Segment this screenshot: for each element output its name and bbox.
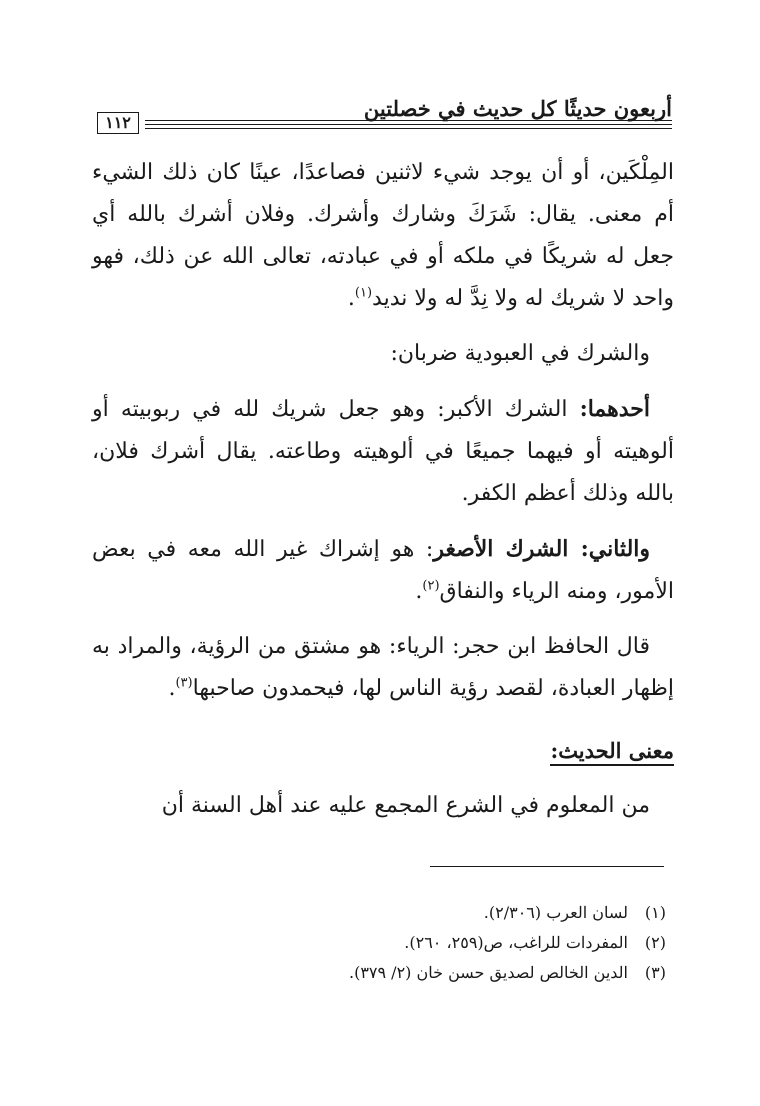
paragraph-text: الشرك الأكبر: وهو جعل شريك لله في ربوبيته أو ألوهيته أو فيهما جميعًا في ألوهيته وطاعته. يقال أشرك فلان، بالله وذلك أعظم الكفر.: [92, 397, 674, 506]
paragraph-definition: [92, 152, 674, 320]
section-heading: [92, 730, 674, 772]
section-heading-text: معنى الحديث:: [550, 738, 674, 766]
footnote-ref: (٣): [175, 675, 193, 691]
paragraph-major-shirk: [92, 388, 674, 515]
footnote-number: (٣): [644, 963, 666, 982]
footnote-text: الدين الخالص لصديق حسن خان (٢/ ٣٧٩).: [348, 963, 628, 982]
punctuation: .: [415, 579, 423, 604]
paragraph-lead: والثاني:: [580, 536, 651, 562]
running-title: أربعون حديثًا كل حديث في خصلتين: [363, 96, 672, 121]
footnotes: [92, 898, 666, 988]
footnote-separator: [430, 866, 664, 867]
paragraph-ibn-hajar-quote: [92, 626, 674, 710]
paragraph-lead-term: الشرك الأصغر: [433, 536, 581, 562]
footnote-text: المفردات للراغب، ص(٢٥٩، ٢٦٠).: [404, 933, 628, 952]
header-rule: [145, 128, 672, 129]
header-rule: [145, 120, 672, 121]
footnote-item: [92, 898, 666, 928]
paragraph-text: : هو إشراك غير الله معه في بعض الأمور، ومنه الرياء والنفاق: [92, 537, 674, 604]
punctuation: .: [347, 286, 355, 311]
paragraph-shirk-types: والشرك في العبودية ضربان:: [390, 341, 650, 366]
paragraph-meaning: من المعلوم في الشرع المجمع عليه عند أهل السنة أن: [161, 793, 650, 818]
paragraph-lead: أحدهما:: [579, 396, 650, 422]
footnote-ref: (١): [354, 285, 373, 301]
punctuation: .: [168, 676, 176, 701]
paragraph-minor-shirk: [92, 528, 674, 613]
footnote-ref: (٢): [422, 578, 440, 594]
header-rule: [145, 124, 672, 125]
paragraph-text: المِلْكَين، أو أن يوجد شيء لاثنين فصاعدًا، عينًا كان ذلك الشيء أم معنى. يقال: شَرَكَ وشارك وأشرك. وفلان أشرك بالله أي جعل له شريكًا في ملكه أو في عبادته، تعالى الله عن ذلك، فهو واحد لا شريك له ولا نِدَّ له ولا نديد: [92, 160, 674, 311]
body-text: [92, 152, 674, 827]
footnote-item: [92, 958, 666, 988]
footnote-number: (١): [644, 903, 666, 922]
footnote-number: (٢): [644, 933, 666, 952]
paragraph-text: قال الحافظ ابن حجر: الرياء: هو مشتق من الرؤية، والمراد به إظهار العبادة، لقصد رؤية الناس لها، فيحمدون صاحبها: [92, 634, 674, 701]
running-header: [97, 95, 672, 145]
footnote-text: لسان العرب (٢/٣٠٦).: [483, 903, 628, 922]
footnote-item: [92, 928, 666, 958]
page-number: ١١٢: [97, 112, 139, 134]
